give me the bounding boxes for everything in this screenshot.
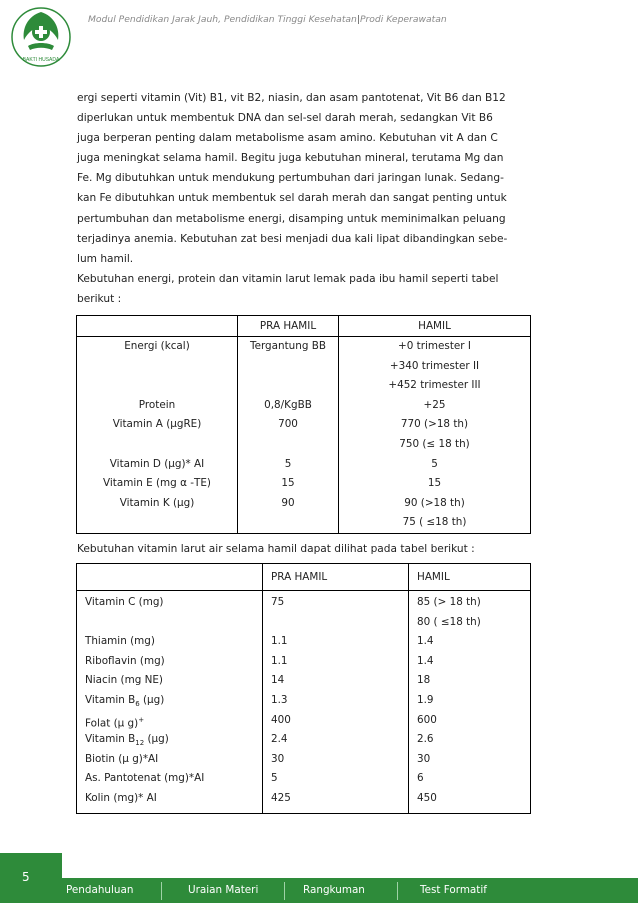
table-cell: As. Pantotenat (mg)*AI [85,772,205,785]
table-cell: Vitamin C (mg) [85,596,164,608]
table-cell: 6 [417,772,424,785]
table-cell: 5 [431,457,438,470]
table-cell: 30 [417,752,431,765]
body-paragraph-2 [77,269,532,309]
table-column-hamil [409,591,531,814]
table-cell: 425 [271,791,291,804]
text-line: Kebutuhan energi, protein dan vitamin larut lemak pada ibu hamil seperti tabel [77,273,499,285]
body-paragraph-3 [77,539,532,559]
text-line: lum hamil. [77,252,134,265]
header-subtitle: Prodi Keperawatan [359,14,447,25]
table-cell: 770 (>18 th) [400,418,469,431]
header-title: Modul Pendidikan Jarak Jauh, Pendidikan Tinggi Kesehatan [88,14,357,25]
table-cell: 14 [271,674,285,687]
table-cell [271,613,408,633]
table-cell: Vitamin $B_6$ (µg) [85,693,165,709]
body-paragraph-1 [77,88,532,269]
page-header [88,14,447,25]
nav-divider [161,882,162,900]
text-line: juga meningkat selama hamil. Begitu juga kebutuhan mineral, terutama Mg dan [77,152,504,165]
table-cell: 750 (≤ 18 th) [399,437,470,450]
table-cell: 1.3 [271,693,288,706]
table-column-pra-hamil [263,591,409,814]
water-soluble-vitamin-table [76,563,531,814]
table-cell: Vitamin $B_{12}$ (µg) [85,733,169,748]
nav-pendahuluan[interactable]: Pendahuluan [66,884,134,896]
table-cell: 2.6 [417,733,434,746]
table-cell: Energi (kcal) [124,340,190,352]
nav-divider [284,882,285,900]
table-cell: 2.4 [271,733,288,746]
table-header-cell: PRA HAMIL [263,564,409,591]
table-cell: 18 [417,674,431,687]
table-header-cell [77,316,238,337]
table-cell: 450 [417,791,437,804]
table-cell: 0,8/KgBB [264,398,312,411]
fat-soluble-vitamin-table [76,315,531,534]
text-line: pertumbuhan dan metabolisme energi, disamping untuk meminimalkan peluang [77,212,506,225]
nav-rangkuman[interactable]: Rangkuman [303,884,365,896]
header-divider: | [356,14,360,25]
table-cell: 75 ( ≤18 th) [402,516,467,529]
table-cell: 80 ( ≤18 th) [417,615,481,628]
table-cell: 1.1 [271,635,288,648]
table-column-pra-hamil [238,337,339,534]
text-line: Kebutuhan vitamin larut air selama hamil dapat dilihat pada tabel berikut : [77,543,475,555]
table-cell [238,513,338,533]
table-cell: 1.4 [417,654,434,667]
table-cell: 90 [281,496,295,509]
table-header-cell [77,564,263,591]
page-number-box [0,853,62,903]
table-header-cell: HAMIL [339,316,531,337]
table-cell: +340 trimester II [389,359,480,372]
table-cell: Folat (µ g)+ [85,715,145,730]
table-cell: 400 [271,713,291,726]
text-line: berikut : [77,293,122,306]
table-cell: Vitamin E (mg α -TE) [103,477,211,490]
table-cell [77,513,237,533]
table-cell: Vitamin D (µg)* AI [109,457,205,470]
text-line: diperlukan untuk membentuk DNA dan sel-sel darah merah, sedangkan Vit B6 [77,112,493,125]
table-column-hamil [339,337,531,534]
nav-test-formatif[interactable]: Test Formatif [420,884,487,896]
table-cell: 30 [271,752,285,765]
table-cell: Riboflavin (mg) [85,654,165,667]
table-column-nutrient [77,337,238,534]
table-cell [85,613,262,633]
logo-text: BAKTI HUSADA [22,57,60,63]
table-cell: Vitamin A (µgRE) [112,418,202,431]
table-column-nutrient [77,591,263,814]
table-cell: Kolin (mg)* AI [85,791,157,804]
table-cell: 90 (>18 th) [404,496,465,509]
nav-uraian-materi[interactable]: Uraian Materi [188,884,259,896]
table-cell [77,435,237,455]
page-number: 5 [22,870,30,884]
table-cell: +452 trimester III [388,379,481,392]
table-cell: 600 [417,713,437,726]
table-cell: Niacin (mg NE) [85,674,163,687]
table-header-cell: HAMIL [409,564,531,591]
table-cell [77,357,237,377]
table-cell: Protein [138,398,176,411]
table-cell: Biotin (µ g)*AI [85,752,159,765]
table-cell [77,376,237,396]
text-line: ergi seperti vitamin (Vit) B1, vit B2, niasin, dan asam pantotenat, Vit B6 dan B12 [77,92,506,104]
table-cell: 15 [427,477,442,490]
text-line: terjadinya anemia. Kebutuhan zat besi menjadi dua kali lipat dibandingkan sebe- [77,232,508,245]
table-cell: 1.4 [417,635,434,648]
text-line: kan Fe dibutuhkan untuk membentuk sel darah merah dan sangat penting untuk [77,192,507,205]
nav-divider [397,882,398,900]
table-cell: Tergantung BB [249,340,326,352]
table-cell [238,357,338,377]
table-cell: 85 (> 18 th) [417,596,481,608]
table-cell: Thiamin (mg) [85,635,155,648]
table-cell: +25 [423,398,446,411]
table-cell: 5 [284,457,292,470]
table-cell: 1.9 [417,693,434,706]
table-cell [238,435,338,455]
table-cell [238,376,338,396]
text-line: Fe. Mg dibutuhkan untuk mendukung pertumbuhan dari jaringan lunak. Sedang- [77,172,504,185]
bakti-husada-logo-icon [10,6,72,68]
table-cell: 700 [278,418,298,431]
text-line: juga berperan penting dalam metabolisme asam amino. Kebutuhan vit A dan C [77,132,498,145]
table-header-cell: PRA HAMIL [238,316,339,337]
table-cell: 5 [271,772,278,785]
table-cell: 1.1 [271,654,288,667]
table-cell: 75 [271,596,285,608]
table-cell: 15 [281,477,295,490]
table-cell: Vitamin K (µg) [119,496,195,509]
table-cell: +0 trimester I [398,340,471,352]
